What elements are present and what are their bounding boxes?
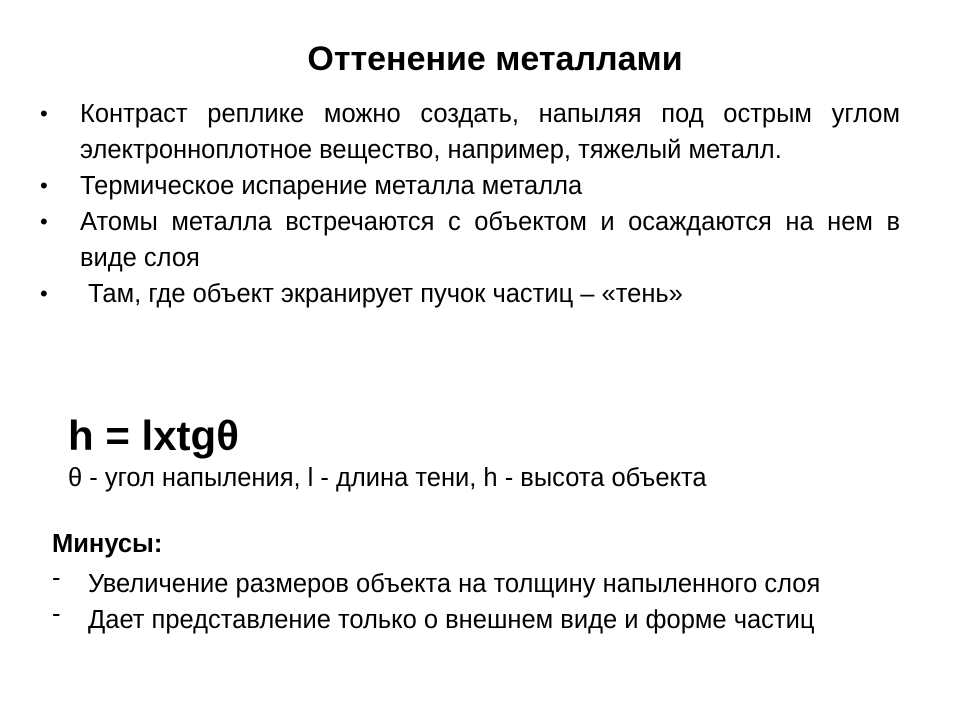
formula: h = lxtgθ <box>68 412 239 459</box>
minus-item <box>52 566 952 602</box>
bullet-item <box>40 276 900 312</box>
minus-text: Дает представление только о внешнем виде и форме частиц <box>88 606 815 634</box>
bullet-text: Там, где объект экранирует пучок частиц – «тень» <box>88 280 683 308</box>
bullet-text: Термическое испарение металла металла <box>80 172 583 200</box>
bullet-marker: • <box>40 173 48 198</box>
dash-marker: - <box>52 600 61 628</box>
minuses-list <box>52 566 952 638</box>
bullet-marker: • <box>40 281 48 306</box>
minuses-heading: Минусы: <box>52 530 163 558</box>
bullet-text: Контраст реплике можно создать, напыляя под острым углом электронноплотное вещество, например, тяжелый металл. <box>80 100 900 164</box>
bullet-marker: • <box>40 209 48 234</box>
slide-title: Оттенение металлами <box>307 40 683 78</box>
bullet-text: Атомы металла встречаются с объектом и осаждаются на нем в виде слоя <box>80 208 900 272</box>
bullet-item <box>40 168 900 204</box>
bullet-item <box>40 96 900 168</box>
bullet-item <box>40 204 900 276</box>
dash-marker: - <box>52 564 61 592</box>
bullet-list <box>40 96 900 312</box>
bullet-marker: • <box>40 101 48 126</box>
minus-item <box>52 602 952 638</box>
formula-legend: θ - угол напыления, l - длина тени, h - высота объекта <box>68 464 707 492</box>
minus-text: Увеличение размеров объекта на толщину напыленного слоя <box>88 570 821 598</box>
